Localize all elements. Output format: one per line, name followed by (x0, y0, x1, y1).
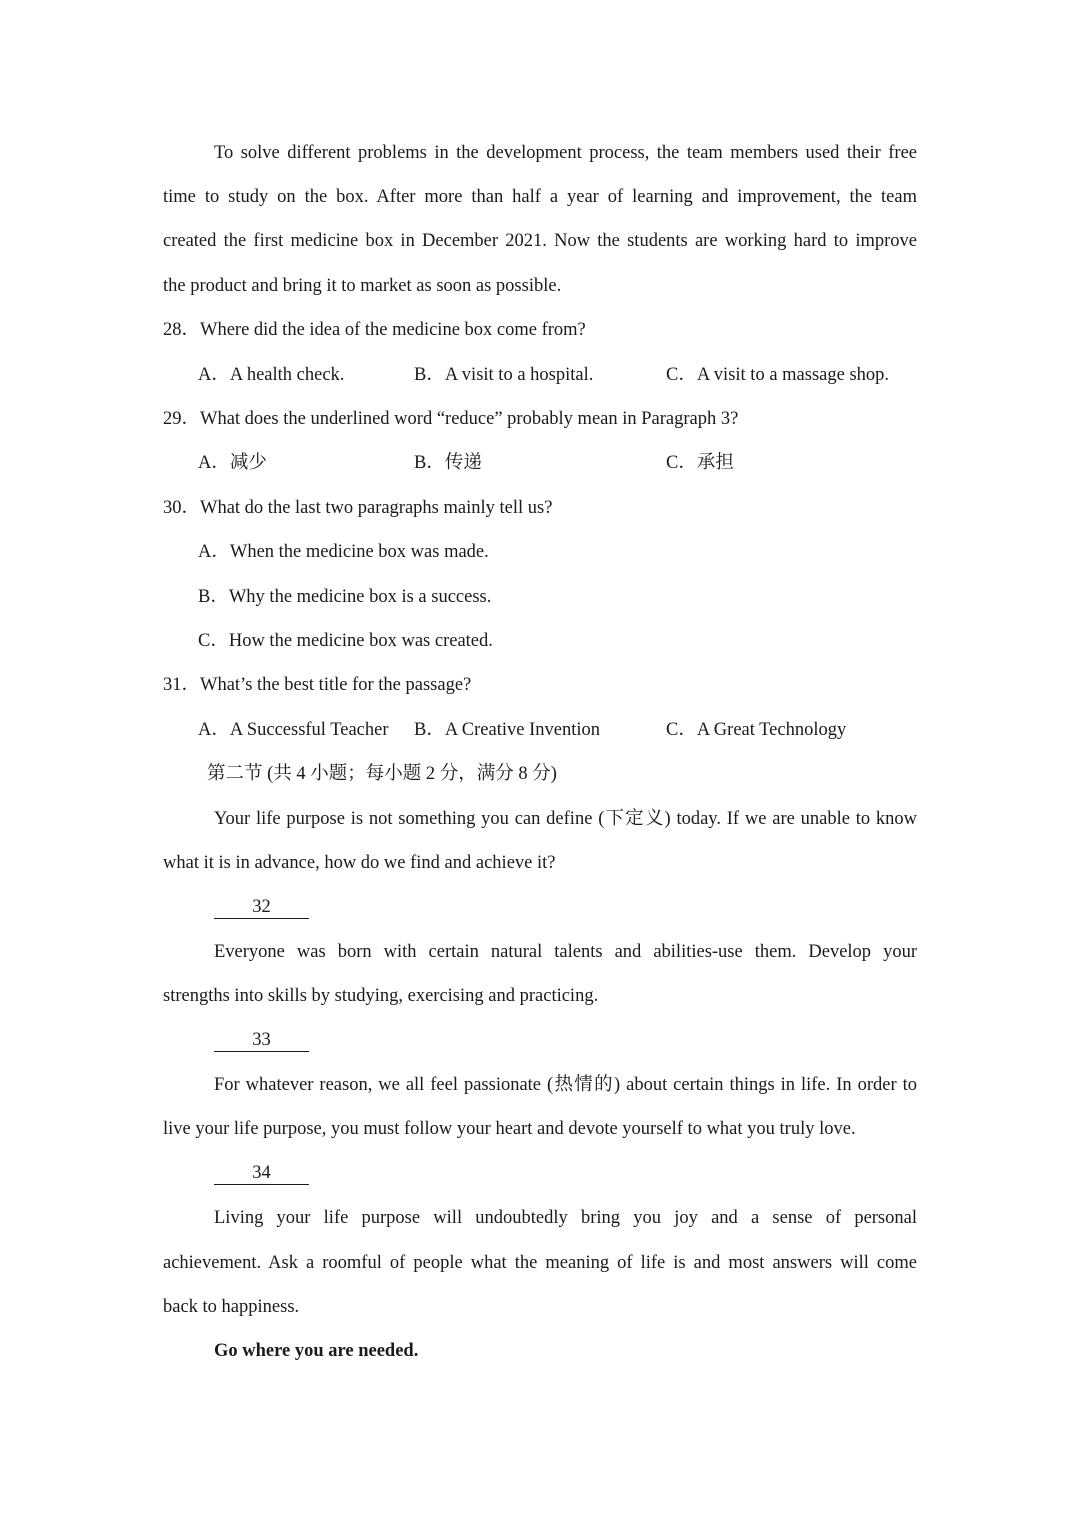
question-29-option-b: B．传递 (414, 453, 482, 473)
passage-line: created the first medicine box in December 2021. Now the students are working hard to improve (163, 231, 917, 251)
passage-line: time to study on the box. After more than half a year of learning and improvement, the team (163, 187, 917, 207)
answer-blank-32[interactable]: 32 (214, 896, 309, 919)
passage-line: Everyone was born with certain natural talents and abilities-use them. Develop your (214, 942, 917, 962)
passage-line: the product and bring it to market as soon as possible. (163, 276, 562, 296)
answer-blank-33[interactable]: 33 (214, 1029, 309, 1052)
passage-line: Living your life purpose will undoubtedly bring you joy and a sense of personal (214, 1208, 917, 1228)
passage-line: Your life purpose is not something you can define (下定义) today. If we are unable to know (214, 809, 917, 829)
question-28-option-a: A．A health check. (198, 365, 345, 385)
question-30-option-c: C．How the medicine box was created. (198, 631, 493, 651)
passage-line: achievement. Ask a roomful of people what the meaning of life is and most answers will come (163, 1253, 917, 1273)
question-29-option-a: A．减少 (198, 453, 267, 473)
question-28-option-c: C．A visit to a massage shop. (666, 365, 890, 385)
question-28-option-b: B．A visit to a hospital. (414, 365, 594, 385)
question-31-option-b: B．A Creative Invention (414, 720, 600, 740)
question-29-stem: 29．What does the underlined word “reduce” probably mean in Paragraph 3? (163, 409, 739, 429)
question-30-stem: 30．What do the last two paragraphs mainly tell us? (163, 498, 553, 518)
question-31-option-a: A．A Successful Teacher (198, 720, 389, 740)
question-30-option-a: A．When the medicine box was made. (198, 542, 489, 562)
passage-line: live your life purpose, you must follow your heart and devote yourself to what you truly love. (163, 1119, 856, 1139)
answer-blank-34[interactable]: 34 (214, 1162, 309, 1185)
question-31-stem: 31．What’s the best title for the passage? (163, 675, 472, 695)
passage-line: strengths into skills by studying, exercising and practicing. (163, 986, 599, 1006)
option-heading: Go where you are needed. (214, 1341, 419, 1361)
question-31-option-c: C．A Great Technology (666, 720, 847, 740)
passage-line: To solve different problems in the development process, the team members used their free (214, 143, 917, 163)
passage-line: For whatever reason, we all feel passionate (热情的) about certain things in life. In order to (214, 1075, 917, 1095)
question-29-option-c: C．承担 (666, 453, 734, 473)
section-heading: 第二节 (共 4 小题；每小题 2 分，满分 8 分) (207, 764, 557, 784)
question-28-stem: 28．Where did the idea of the medicine box come from? (163, 320, 586, 340)
question-30-option-b: B．Why the medicine box is a success. (198, 587, 492, 607)
passage-line: what it is in advance, how do we find and achieve it? (163, 853, 556, 873)
passage-line: back to happiness. (163, 1297, 300, 1317)
